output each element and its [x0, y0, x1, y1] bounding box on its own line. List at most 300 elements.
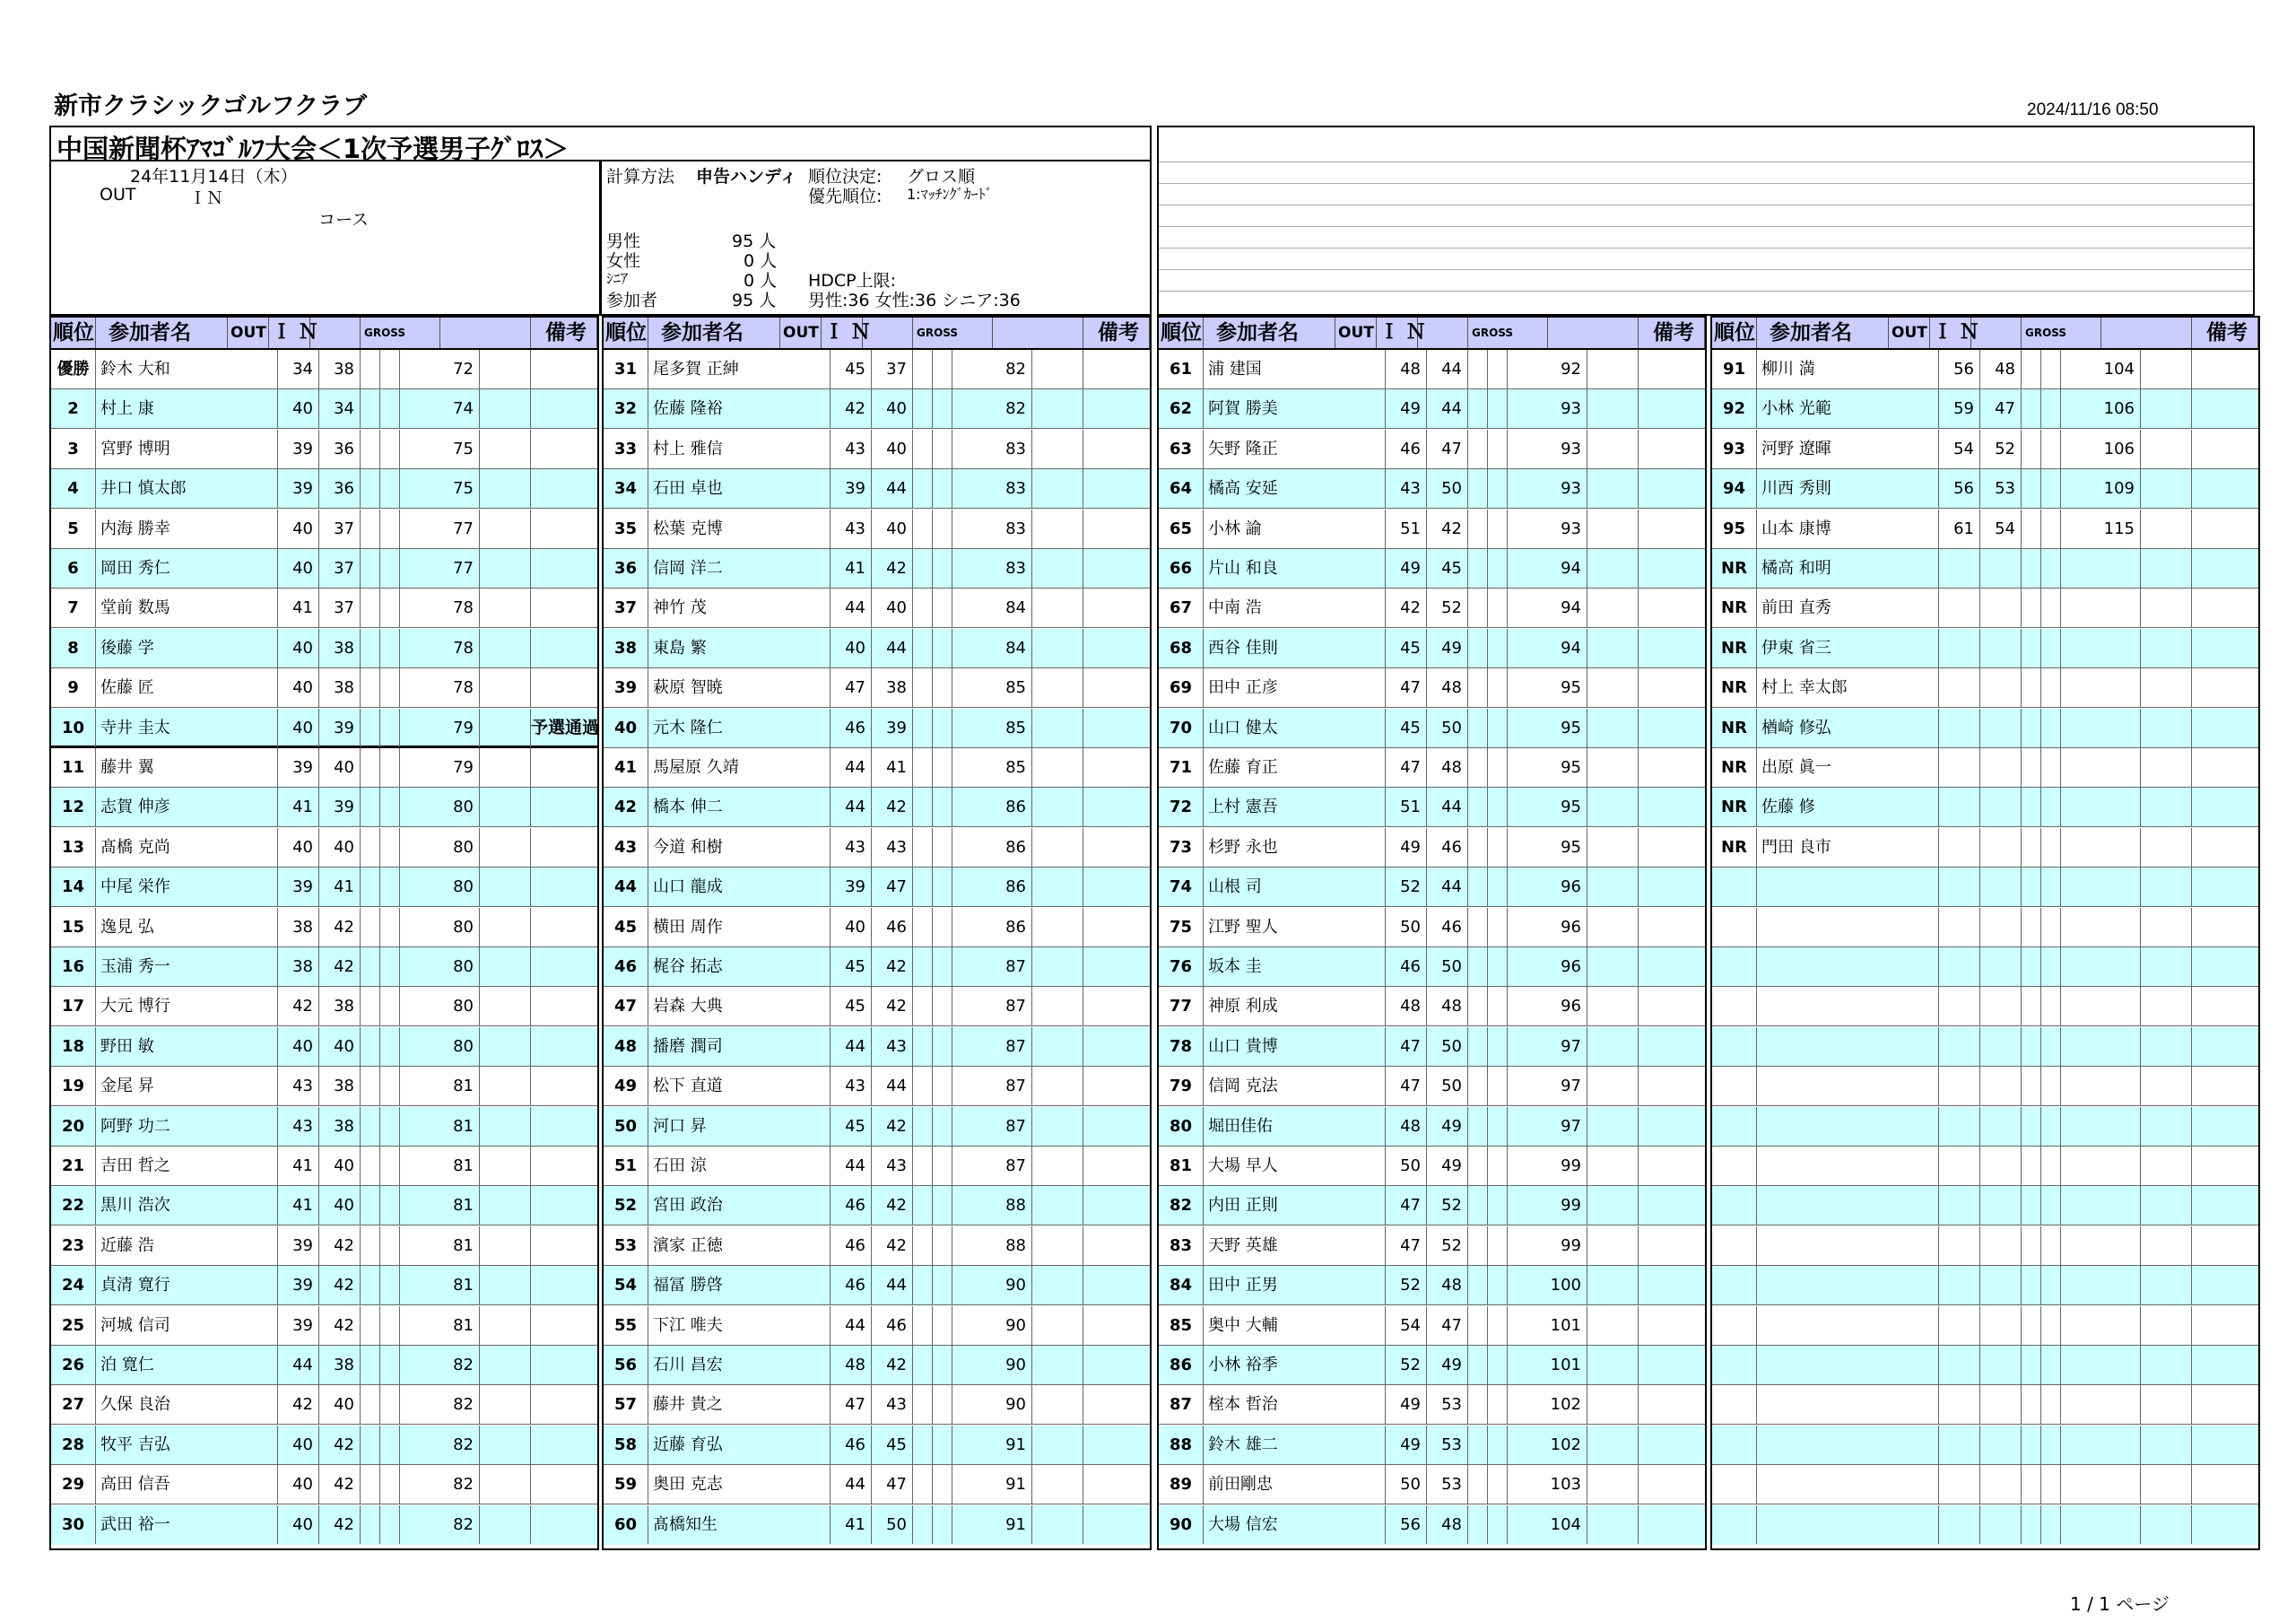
cell-remarks: [1083, 748, 1150, 787]
cell-b3: [1032, 1505, 1083, 1544]
cell-name: 信岡 克法: [1204, 1067, 1386, 1105]
cell-gross: 102: [1508, 1426, 1587, 1464]
cell-b2: [380, 1186, 400, 1225]
cell-b2: [933, 1147, 952, 1185]
cell-rank: [1712, 1505, 1757, 1544]
note-line: [1159, 226, 2253, 227]
cell-b2: [2041, 868, 2061, 906]
cell-name: 柳川 満: [1757, 350, 1939, 388]
cell-gross: 115: [2061, 510, 2141, 548]
cell-b3: [480, 987, 531, 1025]
cell-b3: [480, 549, 531, 588]
cell-b1: [2022, 350, 2041, 388]
cell-name: 萩原 智暁: [648, 668, 831, 707]
cell-rank: 9: [51, 668, 96, 707]
cell-remarks: [1639, 947, 1705, 986]
cell-gross: 92: [1508, 350, 1587, 388]
cell-out: [1939, 1226, 1980, 1265]
note-line: [1159, 248, 2253, 249]
cell-name: 松下 直道: [648, 1067, 831, 1105]
cell-b1: [361, 987, 380, 1025]
cell-out: 50: [1386, 908, 1427, 946]
cell-b2: [380, 1346, 400, 1384]
cell-b2: [2041, 788, 2061, 826]
cell-in: [1980, 1465, 2022, 1504]
cell-b2: [380, 1226, 400, 1265]
cell-b2: [380, 1107, 400, 1146]
cell-b2: [1488, 947, 1508, 986]
cell-name: 松葉 克博: [648, 510, 831, 548]
cell-out: 39: [831, 868, 872, 906]
cell-b1: [913, 430, 933, 468]
cell-gross: 80: [400, 987, 480, 1025]
cell-rank: 66: [1159, 549, 1204, 588]
cell-in: 40: [872, 510, 913, 548]
cell-out: 45: [831, 1107, 872, 1146]
cell-b3: [2141, 828, 2192, 867]
cell-remarks: [2192, 1027, 2258, 1066]
cell-b2: [1488, 1067, 1508, 1105]
results-panel: [1157, 316, 1707, 1550]
cell-b1: [913, 1505, 933, 1544]
cell-b1: [361, 1346, 380, 1384]
cell-b1: [1468, 1186, 1488, 1225]
cell-rank: 50: [604, 1107, 648, 1146]
cell-in: 48: [1427, 1266, 1468, 1304]
table-header-row: [1712, 318, 2258, 350]
cell-b2: [1488, 1385, 1508, 1424]
cell-b2: [380, 1385, 400, 1424]
cell-rank: 15: [51, 908, 96, 946]
cell-b1: [361, 1266, 380, 1304]
header-rank: 順位: [1712, 318, 1757, 348]
cell-b2: [933, 1306, 952, 1345]
cell-b3: [2141, 350, 2192, 388]
cell-b2: [933, 908, 952, 946]
cell-b1: [1468, 629, 1488, 667]
course-info-box: [49, 161, 601, 316]
cell-gross: 90: [952, 1306, 1032, 1345]
header-b3: [2101, 318, 2192, 348]
cell-gross: [2061, 1346, 2141, 1384]
cell-rank: [1712, 1346, 1757, 1384]
cell-in: 47: [1427, 1306, 1468, 1345]
cell-gross: 93: [1508, 430, 1587, 468]
table-row: [51, 1426, 597, 1465]
cell-out: 43: [831, 430, 872, 468]
cell-gross: 94: [1508, 549, 1587, 588]
cell-b2: [933, 549, 952, 588]
cell-b2: [2041, 1346, 2061, 1384]
cell-b2: [2041, 589, 2061, 627]
cell-b3: [480, 1426, 531, 1464]
cell-b3: [1032, 908, 1083, 946]
cell-out: 39: [278, 868, 319, 906]
cell-remarks: [2192, 987, 2258, 1025]
cell-name: 山根 司: [1204, 868, 1386, 906]
cell-out: [1939, 549, 1980, 588]
table-row: [1712, 549, 2258, 589]
cell-b2: [933, 1346, 952, 1384]
cell-b1: [913, 1385, 933, 1424]
cell-remarks: [2192, 389, 2258, 428]
cell-rank: 77: [1159, 987, 1204, 1025]
cell-b3: [2141, 1226, 2192, 1265]
cell-name: 玉浦 秀一: [96, 947, 278, 986]
cell-b3: [2141, 709, 2192, 747]
cell-remarks: [2192, 1107, 2258, 1146]
cell-in: 34: [319, 389, 361, 428]
cell-b2: [380, 1147, 400, 1185]
cell-in: 44: [872, 1266, 913, 1304]
cell-out: 47: [1386, 1226, 1427, 1265]
cell-in: [1980, 987, 2022, 1025]
cell-b3: [1032, 748, 1083, 787]
cell-b1: [1468, 788, 1488, 826]
cell-out: 45: [831, 987, 872, 1025]
header-remarks: 備考: [1083, 318, 1150, 348]
cell-name: 榁本 哲治: [1204, 1385, 1386, 1424]
cell-b3: [1587, 430, 1639, 468]
cell-out: 39: [278, 748, 319, 787]
cell-in: 42: [872, 1226, 913, 1265]
cell-name: 前田 直秀: [1757, 589, 1939, 627]
cell-b2: [2041, 1027, 2061, 1066]
cell-remarks: [1083, 1226, 1150, 1265]
cell-b3: [1587, 987, 1639, 1025]
cell-b3: [2141, 908, 2192, 946]
cell-out: [1939, 788, 1980, 826]
cell-rank: 76: [1159, 947, 1204, 986]
cell-b1: [913, 668, 933, 707]
cell-in: 38: [319, 1107, 361, 1146]
cell-b3: [2141, 987, 2192, 1025]
cell-remarks: [1639, 1426, 1705, 1464]
table-row: [51, 629, 597, 668]
cell-gross: [2061, 748, 2141, 787]
cell-rank: 65: [1159, 510, 1204, 548]
cell-name: [1757, 1465, 1939, 1504]
table-row: [604, 1067, 1150, 1106]
cell-gross: 80: [400, 868, 480, 906]
cell-b1: [1468, 1226, 1488, 1265]
cell-b3: [1587, 668, 1639, 707]
table-row: [1712, 469, 2258, 509]
cell-in: 37: [319, 589, 361, 627]
cell-rank: NR: [1712, 629, 1757, 667]
cell-b2: [2041, 709, 2061, 747]
table-row: [51, 748, 597, 788]
cell-gross: 109: [2061, 469, 2141, 508]
note-line: [1159, 269, 2253, 270]
cell-gross: 97: [1508, 1107, 1587, 1146]
cell-b3: [2141, 1186, 2192, 1225]
table-row: [51, 1027, 597, 1067]
cell-b1: [913, 1226, 933, 1265]
table-row: [604, 589, 1150, 628]
cell-b1: [2022, 1226, 2041, 1265]
cell-rank: 79: [1159, 1067, 1204, 1105]
table-row: [51, 1107, 597, 1147]
cell-b2: [2041, 1186, 2061, 1225]
cell-out: [1939, 1027, 1980, 1066]
cell-b3: [1032, 469, 1083, 508]
cell-b3: [2141, 1107, 2192, 1146]
competition-date: 24年11月14日（木）: [130, 167, 298, 187]
cell-b3: [1032, 389, 1083, 428]
calc-info-box: [601, 161, 1152, 316]
cell-in: [1980, 1226, 2022, 1265]
cell-gross: 95: [1508, 788, 1587, 826]
cell-remarks: [1639, 1147, 1705, 1185]
cell-name: 髙橋知生: [648, 1505, 831, 1544]
cell-rank: 4: [51, 469, 96, 508]
cell-in: 52: [1980, 430, 2022, 468]
cell-b1: [361, 469, 380, 508]
cell-name: [1757, 1266, 1939, 1304]
cell-remarks: [1083, 430, 1150, 468]
cell-name: 馬屋原 久靖: [648, 748, 831, 787]
cell-b1: [2022, 668, 2041, 707]
cell-b1: [1468, 589, 1488, 627]
cell-remarks: [1639, 589, 1705, 627]
cell-gross: 72: [400, 350, 480, 388]
cell-gross: 80: [400, 788, 480, 826]
cell-b3: [1587, 549, 1639, 588]
cell-name: 武田 裕一: [96, 1505, 278, 1544]
table-row: [1159, 1027, 1705, 1067]
cell-out: [1939, 1107, 1980, 1146]
cell-remarks: [531, 589, 597, 627]
cell-remarks: [2192, 668, 2258, 707]
cell-b1: [2022, 947, 2041, 986]
cell-in: 42: [872, 947, 913, 986]
cell-in: 43: [872, 1027, 913, 1066]
cell-remarks: [531, 1465, 597, 1504]
table-row: [1712, 987, 2258, 1026]
cell-out: 39: [831, 469, 872, 508]
cell-b2: [380, 908, 400, 946]
cell-gross: [2061, 629, 2141, 667]
cell-b2: [380, 510, 400, 548]
cell-b2: [380, 1067, 400, 1105]
cell-b2: [1488, 908, 1508, 946]
cell-name: 江野 聖人: [1204, 908, 1386, 946]
cell-rank: 78: [1159, 1027, 1204, 1066]
cell-in: [1980, 629, 2022, 667]
cell-name: 奥田 克志: [648, 1465, 831, 1504]
cell-name: 内海 勝幸: [96, 510, 278, 548]
cell-rank: 63: [1159, 430, 1204, 468]
cell-name: 梶谷 拓志: [648, 947, 831, 986]
table-row: [604, 1505, 1150, 1545]
cell-name: 山口 貴博: [1204, 1027, 1386, 1066]
cell-b2: [2041, 947, 2061, 986]
cell-b2: [2041, 1465, 2061, 1504]
cell-b2: [2041, 469, 2061, 508]
cell-b1: [361, 350, 380, 388]
cell-rank: 13: [51, 828, 96, 867]
cell-b2: [2041, 748, 2061, 787]
cell-b3: [1587, 828, 1639, 867]
cell-b2: [933, 868, 952, 906]
cell-b3: [1032, 828, 1083, 867]
cell-name: 信岡 洋二: [648, 549, 831, 588]
cell-gross: 90: [952, 1346, 1032, 1384]
cell-b3: [2141, 748, 2192, 787]
table-row: [1159, 510, 1705, 549]
table-row: [1159, 389, 1705, 429]
cell-rank: 30: [51, 1505, 96, 1544]
cell-b2: [2041, 1306, 2061, 1345]
table-row: [51, 350, 597, 389]
cell-b3: [2141, 1027, 2192, 1066]
cell-name: 田中 正男: [1204, 1266, 1386, 1304]
cell-out: [1939, 828, 1980, 867]
cell-out: 44: [831, 748, 872, 787]
cell-out: 54: [1386, 1306, 1427, 1345]
cell-in: [1980, 1027, 2022, 1066]
cell-rank: [1712, 1147, 1757, 1185]
cell-gross: [2061, 1226, 2141, 1265]
cell-in: 44: [1427, 389, 1468, 428]
cell-out: [1939, 748, 1980, 787]
cell-b1: [2022, 469, 2041, 508]
cell-in: 44: [872, 469, 913, 508]
table-row: [604, 709, 1150, 748]
cell-name: 佐藤 隆裕: [648, 389, 831, 428]
cell-remarks: [1639, 987, 1705, 1025]
cell-out: 40: [278, 828, 319, 867]
cell-out: 39: [278, 469, 319, 508]
cell-remarks: [2192, 1346, 2258, 1384]
cell-b2: [2041, 1107, 2061, 1146]
table-row: [51, 1067, 597, 1106]
cell-name: 野田 敏: [96, 1027, 278, 1066]
cell-out: 61: [1939, 510, 1980, 548]
cell-rank: 7: [51, 589, 96, 627]
cell-name: 播磨 潤司: [648, 1027, 831, 1066]
cell-out: 46: [831, 1266, 872, 1304]
cell-gross: [2061, 549, 2141, 588]
cell-gross: 79: [400, 709, 480, 747]
cell-in: [1980, 1266, 2022, 1304]
cell-remarks: [531, 987, 597, 1025]
cell-b1: [361, 947, 380, 986]
total-label: 参加者: [606, 291, 658, 310]
cell-in: 40: [872, 389, 913, 428]
cell-b2: [933, 589, 952, 627]
cell-b1: [2022, 908, 2041, 946]
cell-b3: [1587, 788, 1639, 826]
header-remarks: 備考: [531, 318, 597, 348]
cell-b3: [480, 1266, 531, 1304]
header-gross: GROSS: [2022, 318, 2101, 348]
cell-b1: [2022, 1346, 2041, 1384]
cell-b2: [380, 389, 400, 428]
cell-name: 石田 涼: [648, 1147, 831, 1185]
cell-gross: 85: [952, 668, 1032, 707]
cell-name: 高田 信吾: [96, 1465, 278, 1504]
cell-b3: [1032, 1027, 1083, 1066]
cell-remarks: [1639, 1505, 1705, 1544]
cell-rank: 54: [604, 1266, 648, 1304]
cell-rank: NR: [1712, 589, 1757, 627]
cell-b2: [1488, 1505, 1508, 1544]
table-row: [1159, 1186, 1705, 1225]
table-header-row: [1159, 318, 1705, 350]
cell-out: 48: [1386, 1107, 1427, 1146]
table-row: [1712, 629, 2258, 668]
table-row: [1159, 1226, 1705, 1266]
cell-out: 50: [1386, 1147, 1427, 1185]
cell-name: 山口 龍成: [648, 868, 831, 906]
cell-b3: [480, 389, 531, 428]
cell-remarks: [1083, 828, 1150, 867]
table-row: [1712, 350, 2258, 389]
cell-b2: [380, 589, 400, 627]
cell-b1: [361, 1426, 380, 1464]
cell-out: 40: [831, 629, 872, 667]
cell-in: 43: [872, 828, 913, 867]
cell-remarks: [1083, 1067, 1150, 1105]
cell-gross: 95: [1508, 668, 1587, 707]
cell-remarks: [531, 1266, 597, 1304]
cell-in: [1980, 1067, 2022, 1105]
cell-b2: [1488, 1107, 1508, 1146]
cell-gross: [2061, 1306, 2141, 1345]
cell-out: 39: [278, 1226, 319, 1265]
cell-b3: [480, 868, 531, 906]
cell-rank: 48: [604, 1027, 648, 1066]
cell-remarks: [1639, 1266, 1705, 1304]
cell-b2: [1488, 1027, 1508, 1066]
cell-rank: [1712, 1027, 1757, 1066]
cell-gross: 86: [952, 828, 1032, 867]
cell-remarks: [1083, 1027, 1150, 1066]
cell-out: [1939, 947, 1980, 986]
cell-name: 岡田 秀仁: [96, 549, 278, 588]
table-row: [604, 1107, 1150, 1147]
cell-remarks: [1639, 469, 1705, 508]
cell-in: [1980, 668, 2022, 707]
cell-in: 42: [1427, 510, 1468, 548]
cell-out: [1939, 1306, 1980, 1345]
cell-in: [1980, 748, 2022, 787]
cell-b2: [1488, 1426, 1508, 1464]
cell-b1: [1468, 1147, 1488, 1185]
cell-b1: [1468, 1107, 1488, 1146]
cell-gross: 84: [952, 589, 1032, 627]
cell-b3: [1587, 1027, 1639, 1066]
cell-out: 41: [278, 1147, 319, 1185]
cell-b2: [2041, 668, 2061, 707]
cell-name: 後藤 学: [96, 629, 278, 667]
cell-remarks: [531, 1346, 597, 1384]
cell-remarks: [1639, 709, 1705, 747]
cell-b2: [933, 389, 952, 428]
cell-b1: [361, 908, 380, 946]
cell-gross: 82: [400, 1385, 480, 1424]
cell-b1: [913, 1266, 933, 1304]
cell-b1: [2022, 709, 2041, 747]
cell-b1: [1468, 908, 1488, 946]
cell-out: 44: [278, 1346, 319, 1384]
table-row: [604, 430, 1150, 469]
cell-b3: [1587, 947, 1639, 986]
cell-in: 46: [872, 1306, 913, 1345]
cell-name: [1757, 1226, 1939, 1265]
